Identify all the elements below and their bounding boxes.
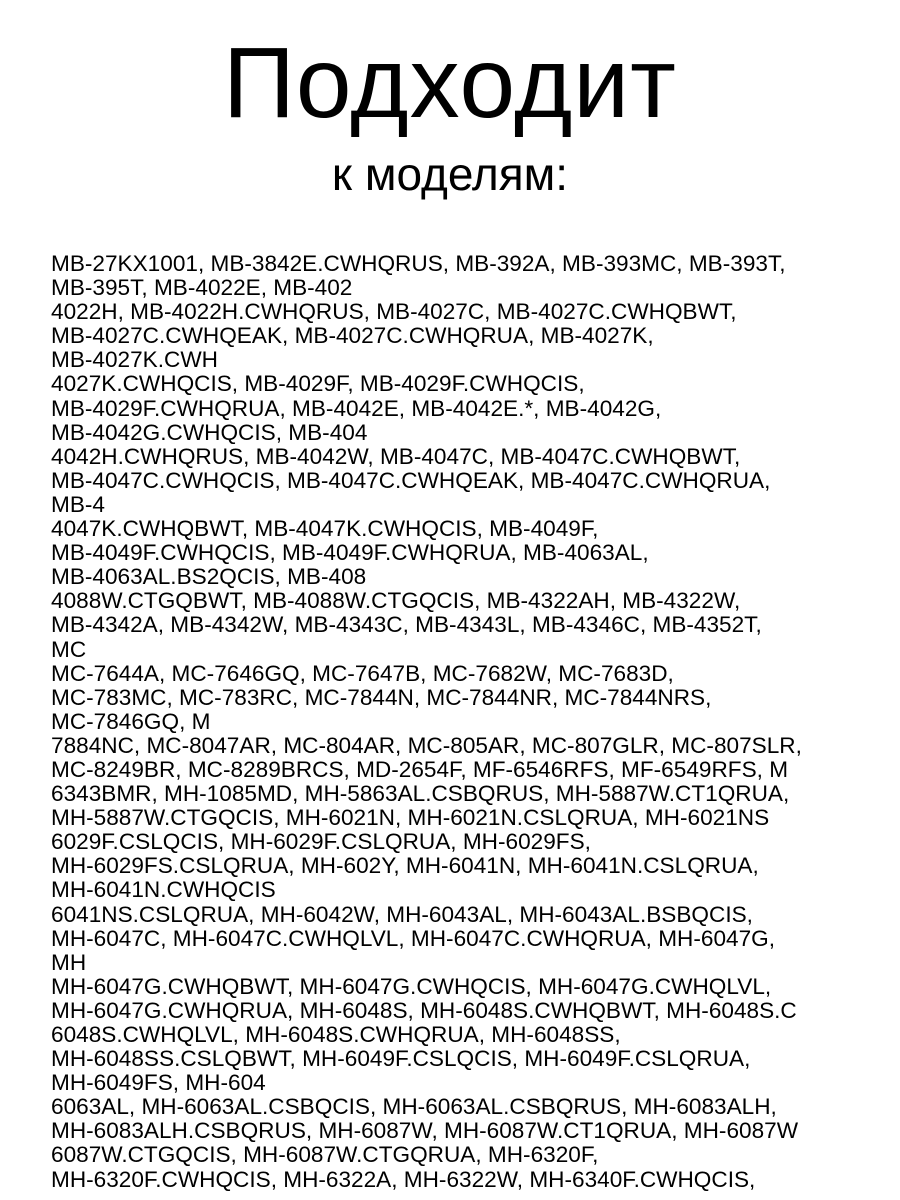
model-list-line: MC-783MC, MC-783RC, MC-7844N, MC-7844NR, MC-7844NRS, xyxy=(51,684,712,710)
model-list-line: MC-7846GQ, M xyxy=(51,708,211,734)
page-subtitle: к моделям: xyxy=(331,148,569,200)
model-list xyxy=(51,252,896,1192)
page-title: Подходит xyxy=(223,27,677,139)
model-list-line: 7884NC, MC-8047AR, MC-804AR, MC-805AR, MC-807GLR, MC-807SLR, xyxy=(51,732,802,758)
model-list-line: MB-4 xyxy=(51,491,105,517)
model-list-line: 4047K.CWHQBWT, MB-4047K.CWHQCIS, MB-4049F, xyxy=(51,516,599,542)
model-list-line: MH-6048SS.CSLQBWT, MH-6049F.CSLQCIS, MH-6049F.CSLQRUA, xyxy=(51,1046,751,1072)
model-list-line: MH xyxy=(51,949,87,975)
model-list-line: MC xyxy=(51,636,87,662)
model-list-line: MH-5887W.CTGQCIS, MH-6021N, MH-6021N.CSLQRUA, MH-6021NS xyxy=(51,805,770,831)
model-list-line: MB-4342A, MB-4342W, MB-4343C, MB-4343L, MB-4346C, MB-4352T, xyxy=(51,612,762,638)
model-list-line: 6048S.CWHQLVL, MH-6048S.CWHQRUA, MH-6048SS, xyxy=(51,1022,621,1047)
model-list-line: MB-27KX1001, MB-3842E.CWHQRUS, MB-392A, MB-393MC, MB-393T, xyxy=(51,251,786,276)
model-list-line: 6087W.CTGQCIS, MH-6087W.CTGQRUA, MH-6320F, xyxy=(51,1142,599,1168)
model-list-line: MH-6047G.CWHQBWT, MH-6047G.CWHQCIS, MH-6047G.CWHQLVL, xyxy=(51,973,772,999)
model-list-line: MH-6029FS.CSLQRUA, MH-602Y, MH-6041N, MH-6041N.CSLQRUA, xyxy=(51,853,759,879)
model-list-line: MB-395T, MB-4022E, MB-402 xyxy=(51,275,353,301)
model-list-line: MB-4049F.CWHQCIS, MB-4049F.CWHQRUA, MB-4063AL, xyxy=(51,540,649,566)
model-list-line: MB-4047C.CWHQCIS, MB-4047C.CWHQEAK, MB-4047C.CWHQRUA, xyxy=(51,467,771,493)
model-list-line: MB-4027C.CWHQEAK, MB-4027C.CWHQRUA, MB-4027K, xyxy=(51,323,654,349)
model-list-line: 4088W.CTGQBWT, MB-4088W.CTGQCIS, MB-4322AH, MB-4322W, xyxy=(51,588,741,614)
model-list-line: MC-8249BR, MC-8289BRCS, MD-2654F, MF-6546RFS, MF-6549RFS, M xyxy=(51,756,789,782)
model-list-line: 4022H, MB-4022H.CWHQRUS, MB-4027C, MB-4027C.CWHQBWT, xyxy=(51,299,737,325)
model-list-line: 6029F.CSLQCIS, MH-6029F.CSLQRUA, MH-6029FS, xyxy=(51,829,591,855)
model-list-line: MB-4063AL.BS2QCIS, MB-408 xyxy=(51,564,367,590)
model-list-line: MH-6047G.CWHQRUA, MH-6048S, MH-6048S.CWHQBWT, MH-6048S.C xyxy=(51,997,797,1023)
model-list-line: MH-6041N.CWHQCIS xyxy=(51,877,276,903)
model-list-line: 6343BMR, MH-1085MD, MH-5863AL.CSBQRUS, MH-5887W.CT1QRUA, xyxy=(51,781,790,807)
model-list-line: 6041NS.CSLQRUA, MH-6042W, MH-6043AL, MH-6043AL.BSBQCIS, xyxy=(51,901,753,927)
model-list-line: MB-4027K.CWH xyxy=(51,347,218,373)
model-list-line: 4042H.CWHQRUS, MB-4042W, MB-4047C, MB-4047C.CWHQBWT, xyxy=(51,443,741,469)
model-list-line: MB-4029F.CWHQRUA, MB-4042E, MB-4042E.*, MB-4042G, xyxy=(51,395,662,421)
model-list-line: MC-7644A, MC-7646GQ, MC-7647B, MC-7682W, MC-7683D, xyxy=(51,660,674,686)
model-list-line: MH-6320F.CWHQCIS, MH-6322A, MH-6322W, MH-6340F.CWHQCIS, xyxy=(51,1166,756,1192)
model-list-line: 6063AL, MH-6063AL.CSBQCIS, MH-6063AL.CSBQRUS, MH-6083ALH, xyxy=(51,1094,777,1120)
model-list-line: MH-6047C, MH-6047C.CWHQLVL, MH-6047C.CWHQRUA, MH-6047G, xyxy=(51,925,776,951)
model-list-line: MH-6049FS, MH-604 xyxy=(51,1070,266,1096)
model-list-line: 4027K.CWHQCIS, MB-4029F, MB-4029F.CWHQCIS, xyxy=(51,371,585,397)
model-list-line: MB-4042G.CWHQCIS, MB-404 xyxy=(51,419,368,445)
model-list-line: MH-6083ALH.CSBQRUS, MH-6087W, MH-6087W.CT1QRUA, MH-6087W xyxy=(51,1118,799,1144)
